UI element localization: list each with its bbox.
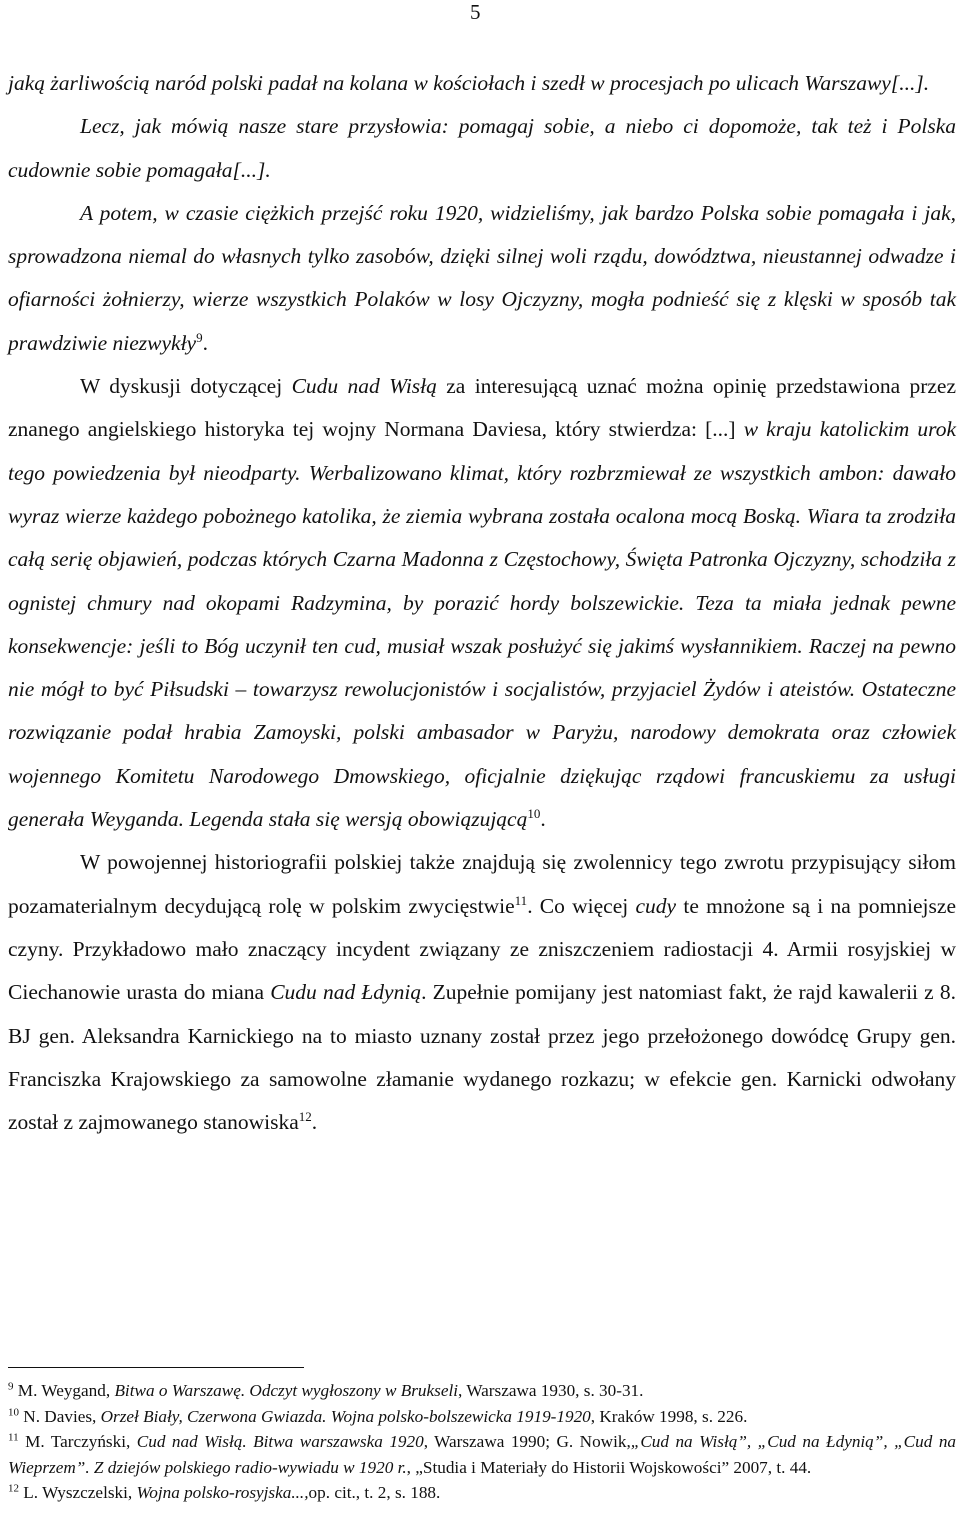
text-run: , „Studia i Materiały do Historii Wojskowości” 2007, t. 44. — [406, 1457, 812, 1477]
text-run: . Co więcej — [527, 893, 636, 918]
text-run: za interesującą uznać można opinię przedstawiona przez znanego angielskiego historyka tej wojny Normana Daviesa, który stwierdza: [...] — [8, 374, 956, 442]
text-run: . Zupełnie pomijany jest natomiast fakt, że rajd kawalerii z 8. BJ gen. Aleksandra Karnickiego na to miasto uznany został przez jego przełożonego dowódcę Grupy gen. Franciszka Krajowskiego za samowolne złamanie wydanego rozkazu; w efekcie gen. Karnicki odwołany został z zajmowanego stanowiska — [8, 980, 956, 1135]
italic-text: Bitwa o Warszawę. Odczyt wygłoszony w Brukseli — [114, 1381, 459, 1400]
body-text — [8, 62, 956, 1144]
footnote-marker: 10 — [527, 805, 541, 821]
text-run: M. Tarczyński, — [18, 1432, 137, 1451]
footnote-marker: 12 — [298, 1108, 312, 1124]
footnote-marker: 10 — [8, 1405, 19, 1418]
text-run: op. cit., t. 2, s. 188. — [308, 1483, 441, 1502]
italic-text: Wojna polsko-rosyjska..., — [136, 1483, 309, 1502]
italic-text: Cudu nad Wisłą — [291, 374, 437, 399]
italic-text: Cudu nad Łdynią — [270, 980, 422, 1005]
footnote-11 — [8, 1429, 956, 1480]
italic-text: Lecz, jak mówią nasze stare przysłowia: pomagaj sobie, a niebo ci dopomoże, tak też i Polska cudownie sobie pomagała[...]. — [8, 114, 956, 182]
text-run: . — [311, 1110, 318, 1135]
text-run: L. Wyszczelski, — [19, 1483, 137, 1502]
text-run: . — [202, 330, 208, 355]
paragraph-davies-discussion — [8, 365, 956, 841]
italic-text: cudy — [635, 893, 677, 918]
italic-text: w kraju katolickim urok tego powiedzenia był nieodparty. Werbalizowano klimat, który rozbrzmiewał ze wszystkich ambon: dawało wyraz wierze każdego pobożnego katolika, że ziemia wybrana została ocalona mocą Boską. Wiara ta zrodziła całą serię objawień, podczas których Czarna Madonna z Częstochowy, Święta Patronka Ojczyzny, schodziła z ognistej chmury nad okopami Radzymina, by porazić hordy bolszewickie. Teza ta miała jednak pewne konsekwencje: jeśli to Bóg uczynił ten cud, musiał wszak posłużyć się jakimś wysłannikiem. Raczej na pewno nie mógł to być Piłsudski – towarzysz rewolucjonistów i socjalistów, przyjaciel Żydów i ateistów. Ostateczne rozwiązanie podał hrabia Zamoyski, polski ambasador w Paryżu, narodowy demokrata oraz człowiek wojennego Komitetu Narodowego Dmowskiego, oficjalnie dziękując rządowi francuskiemu za usługi generała Weyganda. Legenda stała się wersją obowiązującą — [8, 417, 956, 832]
text-run: , Warszawa 1990; G. Nowik, — [423, 1432, 631, 1451]
footnote-separator — [8, 1367, 304, 1368]
text-run: , Kraków 1998, s. 226. — [590, 1406, 748, 1426]
text-run: W dyskusji dotyczącej — [80, 374, 292, 399]
italic-text: jaką żarliwością naród polski padał na kolana w kościołach i szedł w procesjach po ulicach Warszawy[...]. — [8, 71, 930, 95]
footnote-12 — [8, 1480, 956, 1506]
paragraph-postwar-historiography — [8, 841, 956, 1144]
text-run: N. Davies, — [19, 1406, 101, 1426]
footnote-marker: 11 — [514, 892, 528, 908]
footnote-marker: 9 — [196, 329, 203, 345]
page-number: 5 — [470, 0, 481, 24]
paragraph-quote-3 — [8, 192, 956, 365]
footnote-10 — [8, 1404, 956, 1430]
text-run: M. Weygand, — [13, 1381, 115, 1400]
footnotes — [8, 1378, 956, 1506]
footnote-9 — [8, 1378, 956, 1404]
paragraph-quote-1 — [8, 62, 956, 105]
italic-text: A potem, w czasie ciężkich przejść roku 1920, widzieliśmy, jak bardzo Polska sobie pomagała i jak, sprowadzona niemal do własnych tylko zasobów, dzięki silnej woli rządu, dowództwa, nieustannej odwadze i ofiarności żołnierzy, wierze wszystkich Polaków w losy Ojczyzny, mogła podnieść się z klęski w sposób tak prawdziwie niezwykły — [8, 200, 956, 355]
footnote-marker: 11 — [8, 1431, 19, 1444]
text-run: . — [540, 807, 546, 832]
italic-text: Orzeł Biały, Czerwona Gwiazda. Wojna polsko-bolszewicka 1919-1920 — [100, 1406, 591, 1426]
paragraph-quote-2 — [8, 105, 956, 192]
text-run: , Warszawa 1930, s. 30-31. — [458, 1381, 644, 1400]
footnote-marker: 12 — [8, 1482, 19, 1495]
text-run: W powojennej historiografii polskiej także znajdują się zwolennicy tego zwrotu przypisujący siłom pozamaterialnym decydującą rolę w polskim zwycięstwie — [8, 850, 956, 918]
italic-text: „Cud na Wisłą”, „Cud na Łdynią”, „Cud na Wieprzem”. Z dziejów polskiego radio-wywiadu w 1920 r. — [8, 1432, 957, 1477]
italic-text: Cud nad Wisłą. Bitwa warszawska 1920 — [136, 1432, 424, 1451]
text-run: te mnożone są i na pomniejsze czyny. Przykładowo mało znaczący incydent związany ze zniszczeniem radiostacji 4. Armii rosyjskiej w Ciechanowie urasta do miana — [8, 893, 956, 1005]
footnote-marker: 9 — [8, 1380, 14, 1393]
